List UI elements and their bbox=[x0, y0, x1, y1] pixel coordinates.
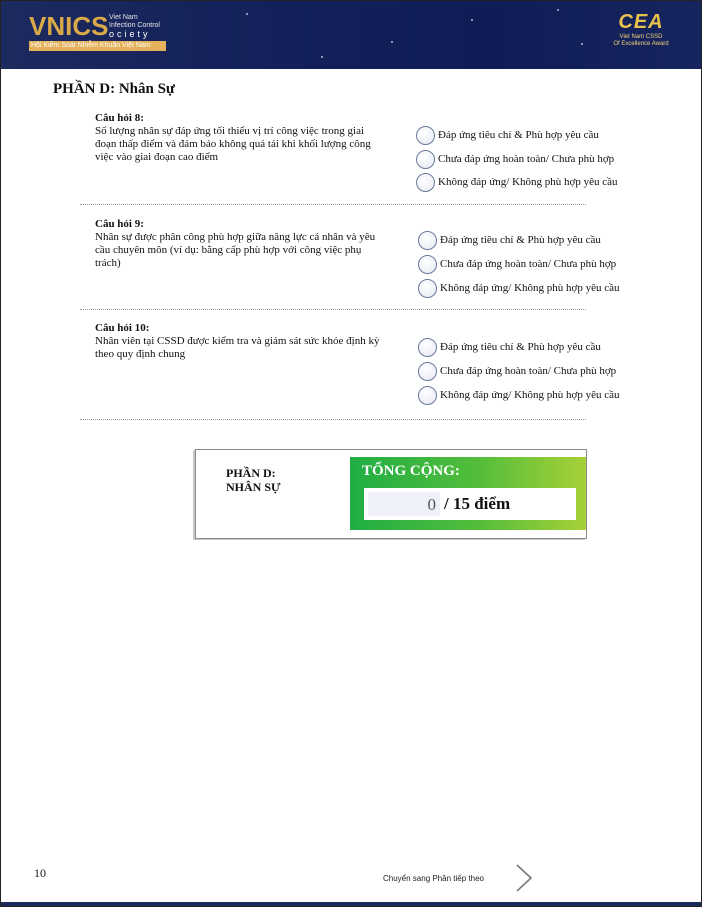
question-label: Câu hỏi 10: bbox=[95, 322, 150, 334]
radio-button[interactable] bbox=[418, 255, 437, 274]
radio-button[interactable] bbox=[418, 231, 437, 250]
star-decoration bbox=[321, 56, 323, 58]
score-section-label bbox=[226, 466, 281, 494]
score-section-line1: PHẦN D: bbox=[226, 466, 276, 480]
section-title: PHẦN D: Nhân Sự bbox=[53, 81, 175, 97]
radio-button[interactable] bbox=[418, 362, 437, 381]
question-text: Nhân viên tại CSSD được kiểm tra và giám sát sức khỏe định kỳ theo quy định chung bbox=[95, 335, 380, 360]
option-label: Chưa đáp ứng hoàn toàn/ Chưa phù hợp bbox=[440, 258, 617, 270]
star-decoration bbox=[581, 43, 583, 45]
radio-button[interactable] bbox=[418, 338, 437, 357]
option-label: Đáp ứng tiêu chí & Phù hợp yêu cầu bbox=[438, 129, 599, 141]
option-label: Chưa đáp ứng hoàn toàn/ Chưa phù hợp bbox=[440, 365, 617, 377]
vnics-logo-band: Hội Kiểm Soát Nhiễm Khuẩn Việt Nam bbox=[29, 41, 166, 51]
score-total-panel bbox=[350, 457, 586, 530]
vnics-logo bbox=[29, 11, 179, 55]
star-decoration bbox=[471, 19, 473, 21]
option-label: Không đáp ứng/ Không phù hợp yêu cầu bbox=[438, 176, 618, 188]
star-decoration bbox=[391, 41, 393, 43]
question-text: Số lượng nhân sự đáp ứng tối thiểu vị trí công việc trong giai đoạn thấp điểm và đảm bảo không quá tải khi khối lượng công việc vào giai đoạn cao điểm bbox=[95, 125, 371, 163]
star-decoration bbox=[557, 9, 559, 11]
radio-button[interactable] bbox=[418, 386, 437, 405]
vnics-sub-line3: ociety bbox=[109, 29, 151, 39]
next-section-link[interactable]: Chuyển sang Phần tiếp theo bbox=[383, 874, 484, 883]
question-text: Nhân sự được phân công phù hợp giữa năng lực cá nhân và yêu cầu chuyên môn (ví dụ: bằng cấp phù hợp với công việc phụ trách) bbox=[95, 231, 376, 269]
divider bbox=[80, 419, 586, 420]
question-label: Câu hỏi 9: bbox=[95, 218, 144, 230]
vnics-sub-line1: Viet Nam bbox=[109, 14, 138, 21]
page-header bbox=[1, 1, 701, 69]
radio-button[interactable] bbox=[418, 279, 437, 298]
question-label: Câu hỏi 8: bbox=[95, 112, 144, 124]
page-number: 10 bbox=[34, 866, 46, 880]
vnics-logo-mark: VNICS bbox=[29, 11, 109, 41]
divider bbox=[80, 204, 586, 205]
option-label: Không đáp ứng/ Không phù hợp yêu cầu bbox=[440, 282, 620, 294]
footer-band bbox=[1, 902, 701, 906]
question-9 bbox=[95, 218, 385, 270]
option-label: Đáp ứng tiêu chí & Phù hợp yêu cầu bbox=[440, 341, 601, 353]
cea-logo-mark: CEA bbox=[618, 11, 664, 33]
radio-button[interactable] bbox=[416, 126, 435, 145]
cea-logo-line2: Of Excellence Award bbox=[613, 41, 669, 47]
star-decoration bbox=[246, 13, 248, 15]
chevron-right-icon[interactable] bbox=[512, 862, 536, 894]
option-label: Không đáp ứng/ Không phù hợp yêu cầu bbox=[440, 389, 620, 401]
score-field bbox=[364, 488, 576, 520]
option-label: Đáp ứng tiêu chí & Phù hợp yêu cầu bbox=[440, 234, 601, 246]
option-label: Chưa đáp ứng hoàn toàn/ Chưa phù hợp bbox=[438, 153, 615, 165]
score-section-line2: NHÂN SỰ bbox=[226, 480, 281, 494]
divider bbox=[80, 309, 586, 310]
score-total-label: TỔNG CỘNG: bbox=[362, 463, 460, 479]
score-value-field[interactable]: 0 bbox=[368, 492, 440, 516]
vnics-sub-line2: Infection Control bbox=[109, 22, 160, 29]
cea-logo bbox=[601, 11, 681, 55]
question-8 bbox=[95, 112, 385, 164]
radio-button[interactable] bbox=[416, 173, 435, 192]
score-summary-box bbox=[195, 449, 587, 539]
score-max-text: / 15 điểm bbox=[444, 494, 511, 513]
radio-button[interactable] bbox=[416, 150, 435, 169]
vnics-logo-subtitle bbox=[109, 14, 179, 38]
question-10 bbox=[95, 322, 385, 361]
cea-logo-line1: Viet Nam CSSD bbox=[619, 34, 663, 40]
